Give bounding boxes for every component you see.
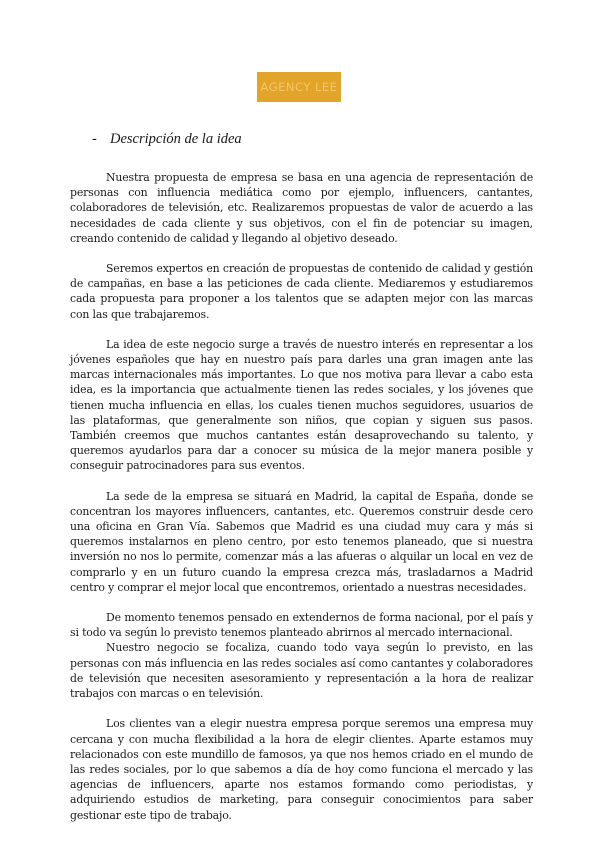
section-heading — [92, 131, 242, 148]
document-body — [70, 170, 533, 838]
paragraph: La sede de la empresa se situará en Madrid, la capital de España, donde se concentran los mayores influencers, cantantes, etc. Queremos construir desde cero una oficina en Gran Vía. Sabemos que Madrid es una ciudad muy cara y más si queremos instalarnos en pleno centro, por esto tenemos planeado, que si nuestra inversión no nos lo permite, comenzar más a las afueras o alquilar un local en vez de comprarlo y en un futuro cuando la empresa crezca más, trasladarnos a Madrid centro y comprar el mejor local que encontremos, orientado a nuestras necesidades. — [70, 489, 533, 594]
paragraph: Nuestro negocio se focaliza, cuando todo vaya según lo previsto, en las personas con más influencia en las redes sociales así como cantantes y colaboradores de televisión que necesiten asesoramiento y representación a la hora de realizar trabajos con marcas o en televisión. — [70, 641, 533, 701]
paragraph: De momento tenemos pensado en extendernos de forma nacional, por el país y si todo va según lo previsto tenemos planteado abrirnos al mercado internacional. — [70, 611, 533, 640]
paragraph: Seremos expertos en creación de propuestas de contenido de calidad y gestión de campañas, en base a las peticiones de cada cliente. Mediaremos y estudiaremos cada propuesta para proponer a los talentos que se adapten mejor con las marcas con las que trabajaremos. — [70, 262, 533, 321]
heading-bullet: - — [92, 131, 97, 147]
agency-logo — [257, 72, 341, 102]
paragraph: Los clientes van a elegir nuestra empresa porque seremos una empresa muy cercana y con mucha flexibilidad a la hora de elegir clientes. Aparte estamos muy relacionados con este mundillo de famosos, ya que nos hemos criado en el mundo de las redes sociales, por lo que sabemos a día de hoy como funciona el mercado y las agencias de influencers, aparte nos estamos formando como periodistas, y adquiriendo estudios de marketing, para conseguir conocimientos para saber gestionar este tipo de trabajo. — [70, 717, 533, 822]
paragraph: Nuestra propuesta de empresa se basa en una agencia de representación de personas con influencia mediática como por ejemplo, influencers, cantantes, colaboradores de televisión, etc. Realizaremos propuestas de valor de acuerdo a las necesidades de cada cliente y sus objetivos, con el fin de potenciar su imagen, creando contenido de calidad y llegando al objetivo deseado. — [70, 171, 533, 245]
paragraph: La idea de este negocio surge a través de nuestro interés en representar a los jóvenes españoles que hay en nuestro país para darles una gran imagen ante las marcas internacionales más importantes. Lo que nos motiva para llevar a cabo esta idea, es la importancia que actualmente tienen las redes sociales, y los jóvenes que tienen mucha influencia en ellas, los cuales tienen muchos seguidores, usuarios de las plataformas, que generalmente son niños, que copian y siguen sus pasos. También creemos que muchos cantantes están desaprovechando su talento, y queremos ayudarlos para dar a conocer su música de la mejor manera posible y conseguir patrocinadores para sus eventos. — [70, 337, 533, 473]
logo-text: AGENCY LEE — [260, 80, 338, 94]
heading-text: Descripción de la idea — [110, 131, 242, 147]
